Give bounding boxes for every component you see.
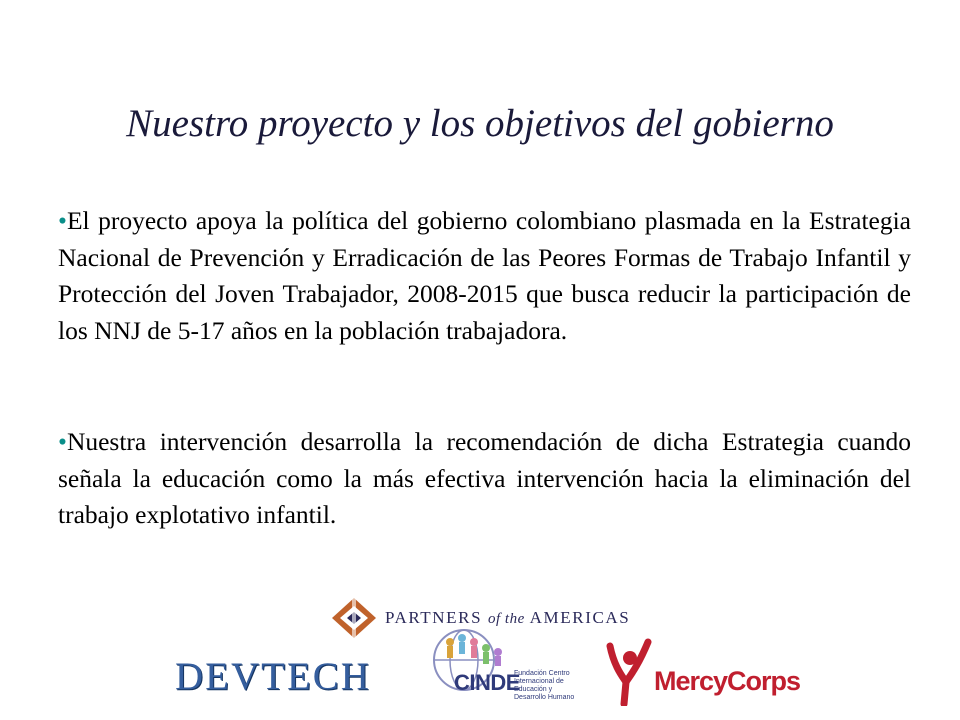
cinde-logo <box>428 612 578 712</box>
cinde-subtitle: Fundación Centro Internacional de Educación y Desarrollo Humano <box>514 670 575 701</box>
partners-word: PARTNERS <box>385 608 483 627</box>
bullet-paragraph-1 <box>58 203 911 349</box>
partners-americas: AMERICAS <box>529 608 631 627</box>
bullet-text: El proyecto apoya la política del gobierno colombiano plasmada en la Estrategia Nacional de Prevención y Erradicación de las Peores Formas de Trabajo Infantil y Protección del Joven Trabajador, 2008-2015 que busca reducir la participación de los NNJ de 5-17 años en la población trabajadora. <box>58 206 911 345</box>
slide-title: Nuestro proyecto y los objetivos del gobierno <box>126 102 834 145</box>
mercycorps-logo <box>604 636 804 706</box>
partners-diamond-icon <box>330 596 378 640</box>
cinde-wordmark: CINDE <box>454 670 520 695</box>
devtech-wordmark: DEVTECH <box>175 655 371 698</box>
partners-of-the: of the <box>488 611 525 627</box>
mercycorps-heart-figure-icon <box>604 636 654 706</box>
mercycorps-wordmark: MercyCorps <box>654 666 801 696</box>
devtech-logo <box>172 652 394 696</box>
bullet-text: Nuestra intervención desarrolla la recomendación de dicha Estrategia cuando señala la educación como la más efectiva intervención hacia la eliminación del trabajo explotativo infantil. <box>58 427 911 529</box>
bullet-marker: • <box>58 427 67 456</box>
bullet-marker: • <box>58 206 67 235</box>
bullet-paragraph-2 <box>58 424 911 534</box>
